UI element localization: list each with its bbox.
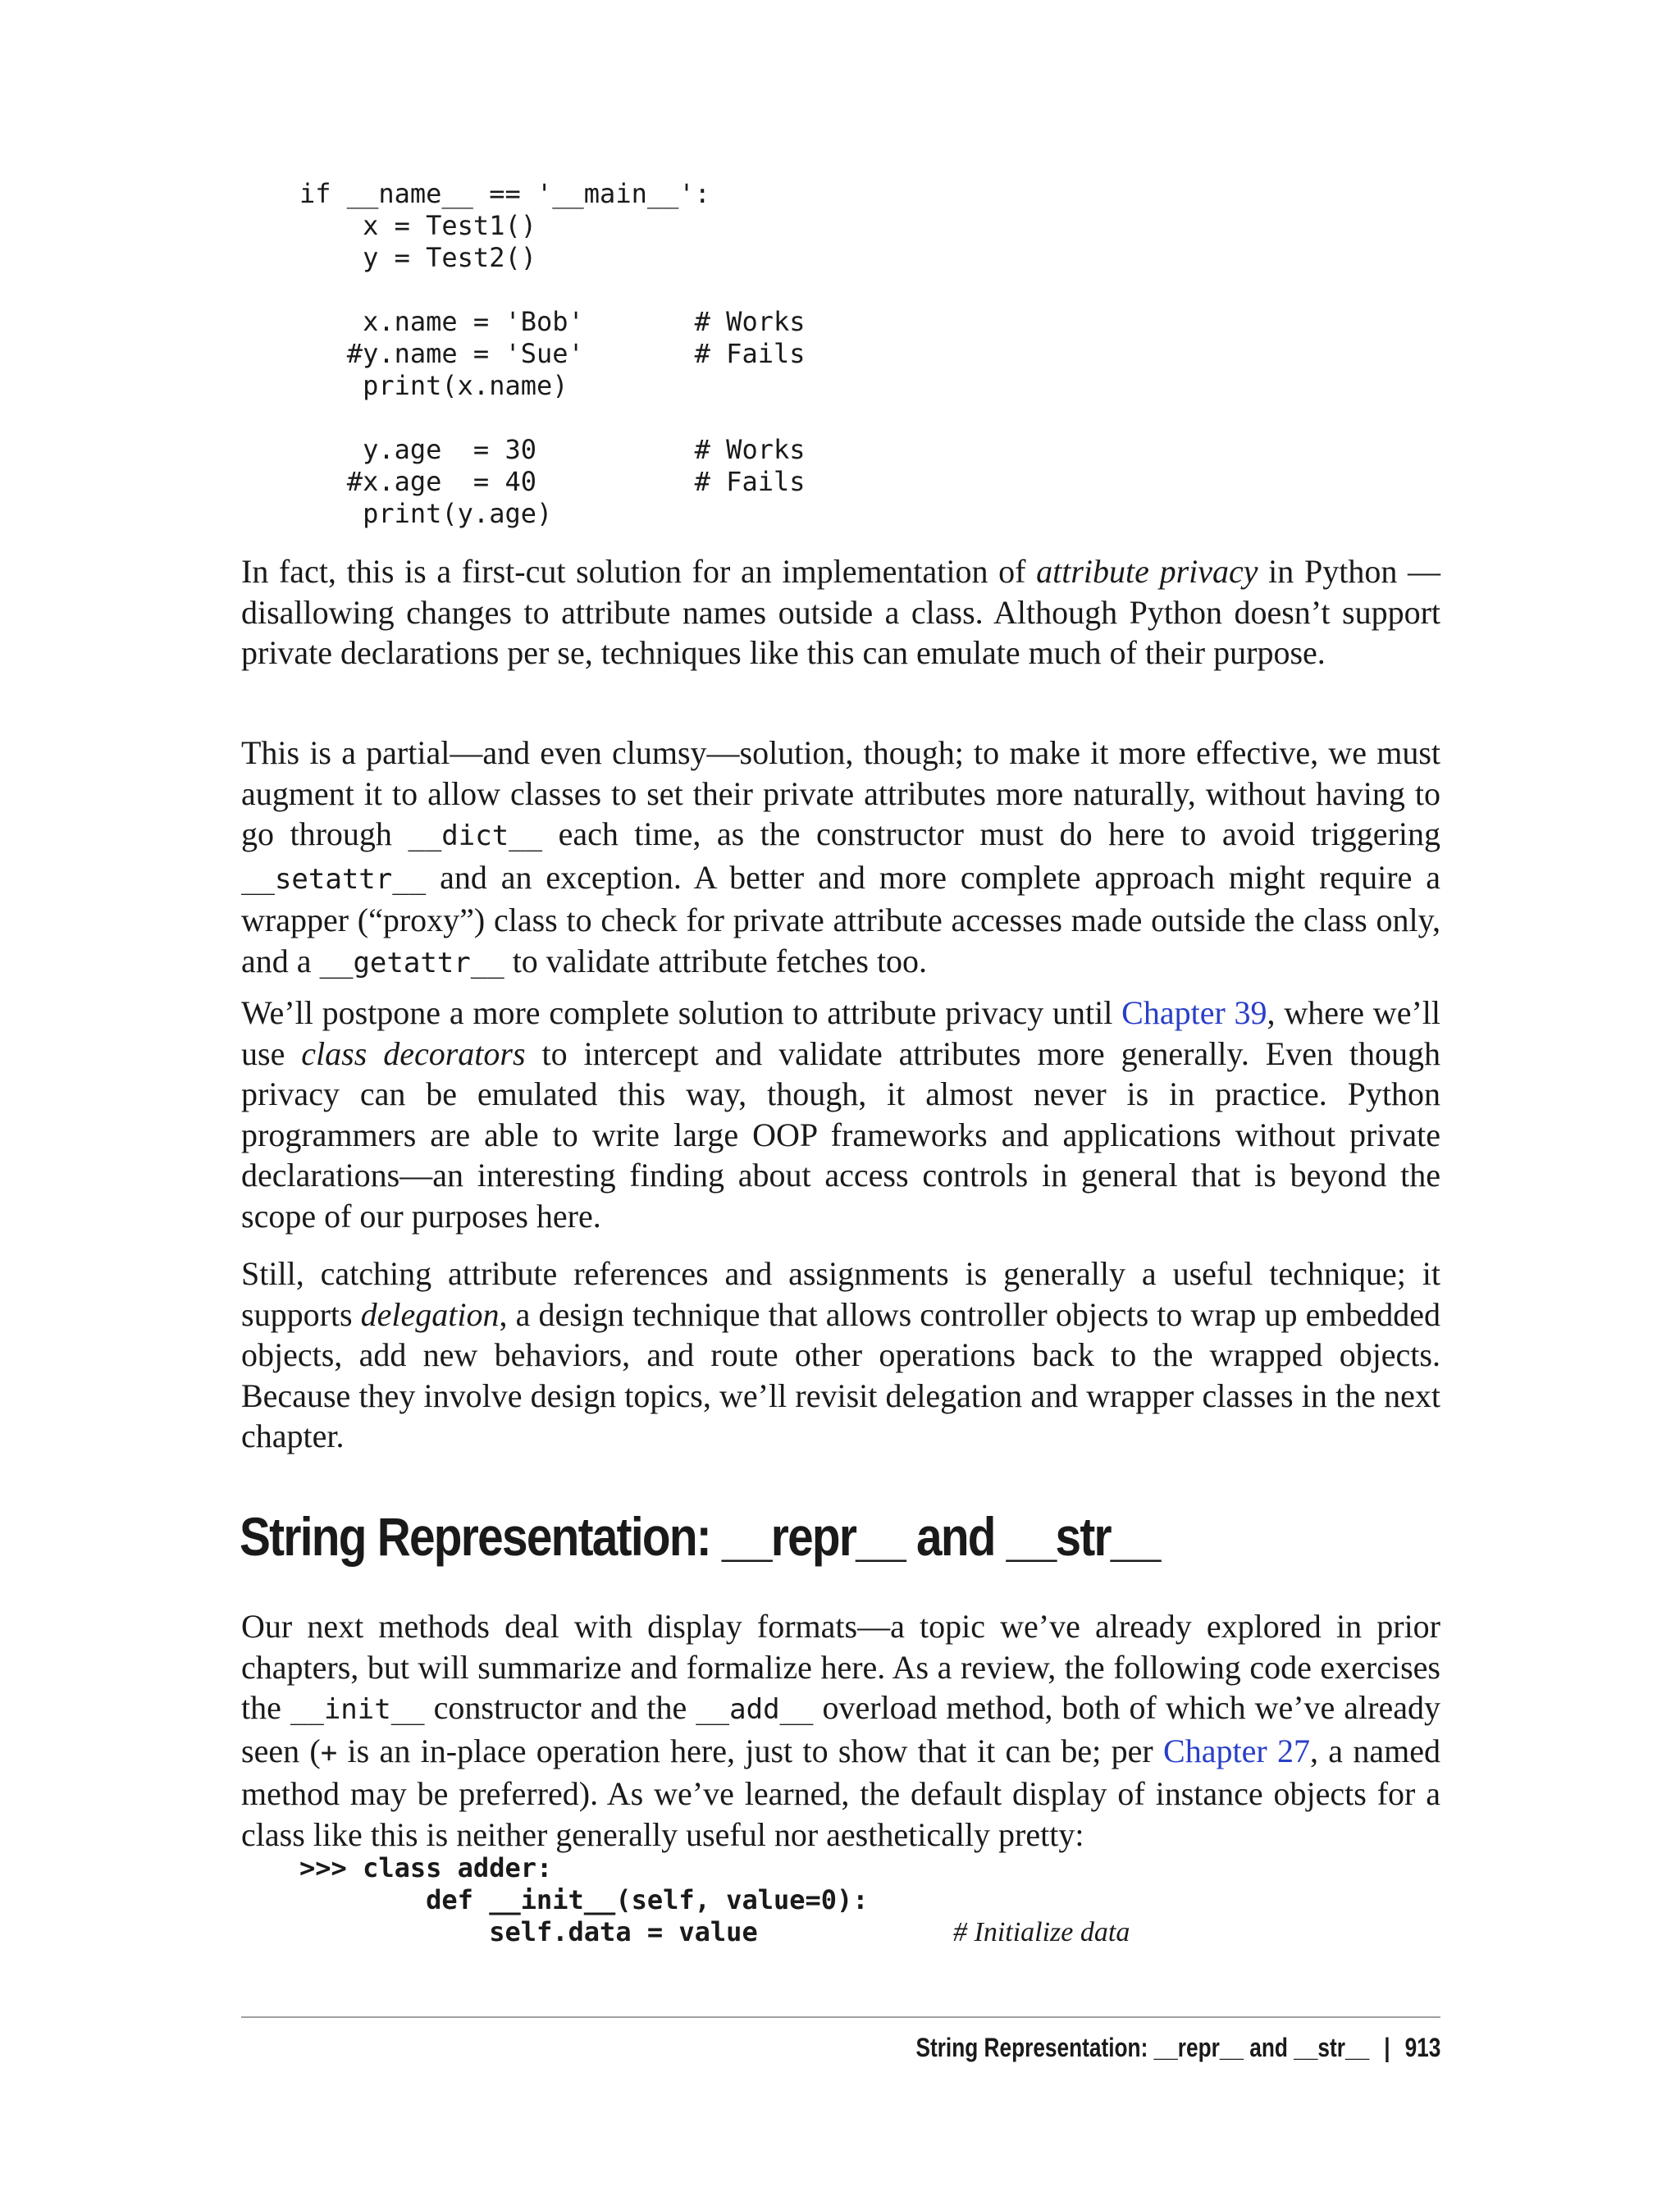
code-text: self.data = value	[299, 1916, 758, 1947]
paragraph-partial-solution	[241, 733, 1440, 984]
running-title: String Representation: __repr__ and __str__	[915, 2033, 1369, 2062]
text-run: We’ll postpone a more complete solution to attribute privacy until	[241, 994, 1122, 1031]
code-line	[299, 1916, 1130, 1948]
page-number: 913	[1404, 2033, 1440, 2062]
text-run: is an in-place operation here, just to show that it can be; per	[337, 1732, 1164, 1769]
chapter-27-link[interactable]: Chapter 27	[1163, 1732, 1310, 1769]
code-line: >>> class adder:	[299, 1852, 553, 1883]
text-run: Still, catching attribute references and assignments is generally a useful technique; it supports	[241, 1255, 1440, 1333]
inline-code: __add__	[696, 1693, 814, 1727]
emphasis-text: delegation	[360, 1295, 500, 1333]
code-line: def __init__(self, value=0):	[299, 1884, 869, 1915]
paragraph-delegation	[241, 1253, 1440, 1457]
text-run: Our next methods deal with display formats—a topic we’ve already explored in prior chapters, but will summarize and formalize here. As a review, the following code exercises the	[241, 1608, 1440, 1727]
code-comment: # Initialize data	[953, 1917, 1130, 1947]
inline-code: __setattr__	[241, 862, 427, 896]
text-run: overload method, both of which we’ve already seen (	[241, 1689, 1441, 1769]
text-run: each time, as the constructor must do here to avoid triggering	[542, 815, 1440, 853]
code-line: y.age = 30 # Works	[299, 434, 806, 465]
code-line: print(x.name)	[299, 370, 568, 401]
code-line: y = Test2()	[299, 242, 536, 273]
inline-code: __dict__	[408, 819, 543, 853]
footer-separator: |	[1383, 2033, 1390, 2062]
code-line: x = Test1()	[299, 210, 536, 241]
page-footer	[915, 2033, 1440, 2063]
text-run: to validate attribute fetches too.	[504, 942, 928, 979]
chapter-39-link[interactable]: Chapter 39	[1121, 994, 1267, 1031]
text-run: , a design technique that allows controller objects to wrap up embedded objects, add new behaviors, and route other operations back to the wrapped objects. Because they involve design topics, we’ll revisit delegation and wrapper classes in the next chapter.	[241, 1295, 1440, 1455]
code-block-top	[299, 178, 806, 530]
text-run: This is a partial—and even clumsy—solution, though; to make it more effective, we must augment it to allow classes to set their private attributes more naturally, without having to go through	[241, 734, 1440, 853]
code-line: x.name = 'Bob' # Works	[299, 306, 806, 337]
emphasis-text: attribute privacy	[1036, 553, 1258, 590]
code-line	[299, 402, 806, 434]
text-run: to intercept and validate attributes more generally. Even though privacy can be emulated this way, though, it almost never is in practice. Python programmers are able to write large OOP frameworks and applications without private declarations—an interesting finding about access controls in general that is beyond the scope of our purposes here.	[241, 1034, 1441, 1235]
code-line: #y.name = 'Sue' # Fails	[299, 338, 806, 369]
emphasis-text: class decorators	[301, 1034, 526, 1072]
paragraph-postpone	[241, 993, 1440, 1237]
inline-code: __getattr__	[319, 946, 504, 979]
inline-code: __init__	[290, 1693, 425, 1727]
code-line: print(y.age)	[299, 498, 553, 529]
text-run: constructor and the	[424, 1689, 696, 1727]
code-line: if __name__ == '__main__':	[299, 178, 710, 209]
text-run: , a named method may be preferred). As we’ve learned, the default display of instance objects for a class like this is neither generally useful nor aesthetically pretty:	[241, 1732, 1441, 1853]
text-run: in Python —disallowing changes to attribute names outside a class. Although Python doesn’t support private declarations per se, techniques like this can emulate much of their purpose.	[241, 553, 1440, 672]
code-line: #x.age = 40 # Fails	[299, 466, 806, 497]
text-run: In fact, this is a first-cut solution for an implementation of	[241, 553, 1037, 590]
code-block-bottom	[299, 1852, 1130, 1948]
footer-divider	[241, 2016, 1440, 2018]
code-line	[299, 274, 806, 306]
section-heading: String Representation: __repr__ and __str__	[240, 1506, 1160, 1567]
inline-code: +	[320, 1736, 338, 1769]
paragraph-display-formats	[241, 1606, 1440, 1856]
text-run: and an exception. A better and more complete approach might require a wrapper (“proxy”) class to check for private attribute accesses made outside the class only, and a	[241, 858, 1440, 979]
text-run: , where we’ll use	[241, 994, 1440, 1072]
paragraph-attribute-privacy	[241, 551, 1440, 673]
